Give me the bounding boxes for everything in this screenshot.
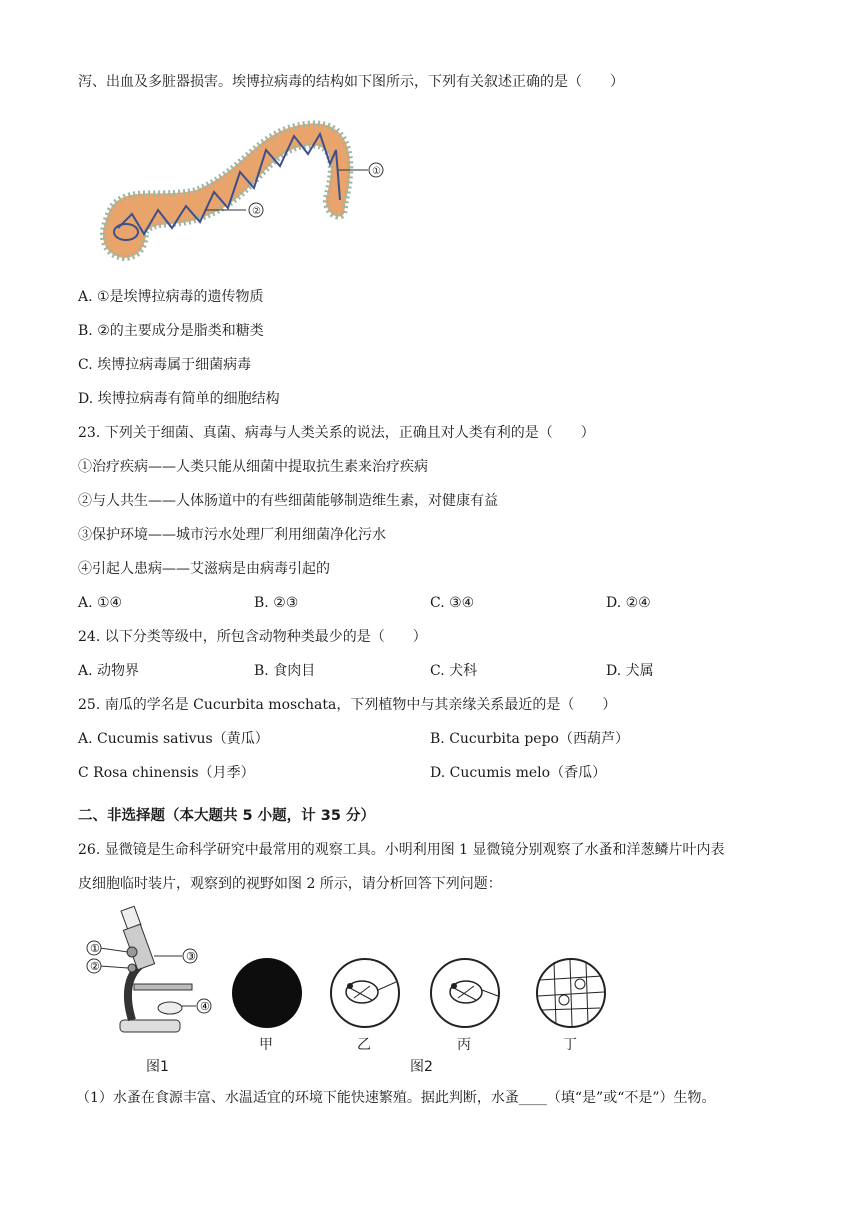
q23-statement-1: ①治疗疾病——人类只能从细菌中提取抗生素来治疗疾病 — [78, 459, 428, 475]
view-bing — [428, 956, 502, 1030]
virus-label-1: ① — [372, 166, 381, 177]
fig1-label-2: ② — [90, 960, 100, 973]
intro-text: 泻、出血及多脏器损害。埃博拉病毒的结构如下图所示，下列有关叙述正确的是（ ） — [78, 74, 624, 90]
view-jia — [230, 956, 304, 1030]
q24-stem: 24. 以下分类等级中，所包含动物种类最少的是（ ） — [78, 629, 427, 645]
fig1-label-4: ④ — [200, 1000, 210, 1013]
virus-label-2: ② — [252, 206, 261, 217]
q24-option-b: B. 食肉目 — [254, 663, 316, 679]
q23-statement-2: ②与人共生——人体肠道中的有些细菌能够制造维生素，对健康有益 — [78, 493, 498, 509]
q23-statement-3: ③保护环境——城市污水处理厂利用细菌净化污水 — [78, 527, 386, 543]
q25-option-b: B. Cucurbita pepo（西葫芦） — [430, 731, 629, 747]
q23-option-a: A. ①④ — [78, 595, 123, 611]
fig2-view-bing-label: 丙 — [457, 1037, 471, 1053]
fig2-view-yi-label: 乙 — [357, 1037, 371, 1053]
q25-stem: 25. 南瓜的学名是 Cucurbita moschata，下列植物中与其亲缘关系最近的是（ ） — [78, 697, 617, 713]
fig2-view-ding-label: 丁 — [563, 1037, 577, 1053]
q23-statement-4: ④引起人患病——艾滋病是由病毒引起的 — [78, 561, 330, 577]
q22-option-b: B. ②的主要成分是脂类和糖类 — [78, 323, 264, 339]
ebola-virus-figure — [86, 110, 396, 270]
section2-title: 二、非选择题（本大题共 5 小题，计 35 分） — [78, 808, 375, 824]
q24-option-d: D. 犬属 — [606, 663, 654, 679]
fig2-caption: 图2 — [410, 1059, 433, 1075]
fig1-label-1: ① — [90, 942, 100, 955]
view-ding — [534, 956, 608, 1030]
q22-option-a: A. ①是埃博拉病毒的遗传物质 — [78, 289, 264, 305]
q22-option-d: D. 埃博拉病毒有简单的细胞结构 — [78, 391, 280, 407]
fig1-caption: 图1 — [146, 1059, 169, 1075]
q23-option-d: D. ②④ — [606, 595, 651, 611]
q23-option-c: C. ③④ — [430, 595, 475, 611]
q24-option-c: C. 犬科 — [430, 663, 478, 679]
q24-option-a: A. 动物界 — [78, 663, 140, 679]
q26-stem-line2: 皮细胞临时装片，观察到的视野如图 2 所示，请分析回答下列问题： — [78, 876, 502, 892]
fig1-label-3: ③ — [186, 950, 196, 963]
q26-stem-line1: 26. 显微镜是生命科学研究中最常用的观察工具。小明利用图 1 显微镜分别观察了水蚤和洋葱鳞片叶内表 — [78, 842, 725, 858]
q25-option-a: A. Cucumis sativus（黄瓜） — [78, 731, 269, 747]
q23-option-b: B. ②③ — [254, 595, 299, 611]
q22-option-c: C. 埃博拉病毒属于细菌病毒 — [78, 357, 252, 373]
fig2-view-jia-label: 甲 — [259, 1037, 273, 1053]
view-yi — [328, 956, 402, 1030]
q23-stem: 23. 下列关于细菌、真菌、病毒与人类关系的说法，正确且对人类有利的是（ ） — [78, 425, 595, 441]
q26-sub1: （1）水蚤在食源丰富、水温适宜的环境下能快速繁殖。据此判断，水蚤____（填“是”或“不是”）生物。 — [76, 1090, 716, 1106]
q25-option-d: D. Cucumis melo（香瓜） — [430, 765, 607, 781]
microscope-figure — [84, 904, 224, 1050]
q25-option-c: C Rosa chinensis（月季） — [78, 765, 255, 781]
